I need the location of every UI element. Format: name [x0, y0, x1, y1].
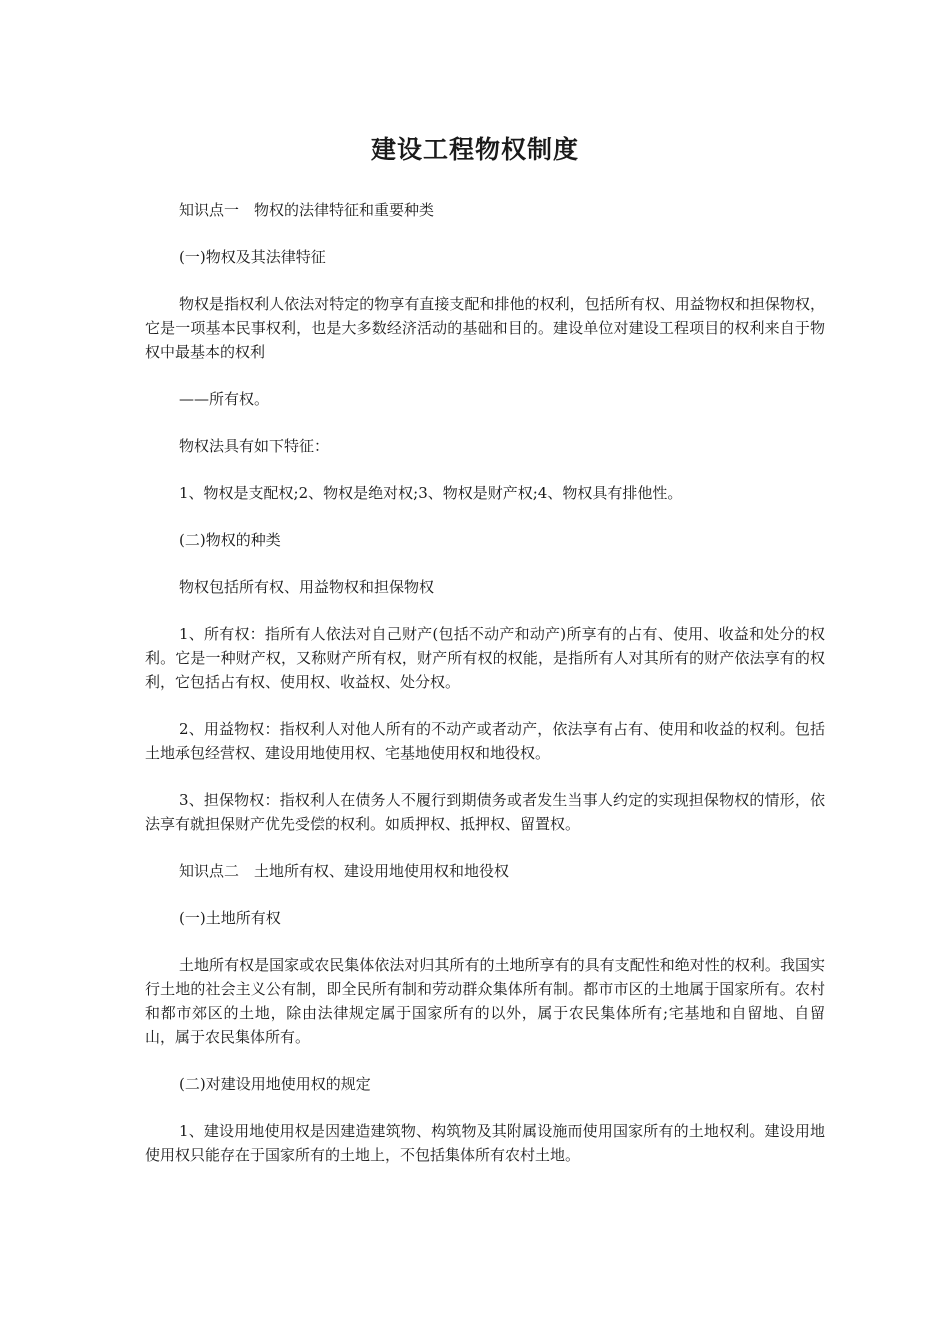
- body-paragraph: 1、所有权：指所有人依法对自己财产(包括不动产和动产)所享有的占有、使用、收益和处分的权利。它是一种财产权，又称财产所有权，财产所有权的权能，是指所有人对其所有的财产依法享有的权利，它包括占有权、使用权、收益权、处分权。: [145, 625, 825, 691]
- body-paragraph: ——所有权。: [179, 390, 270, 408]
- body-paragraph: 物权是指权利人依法对特定的物享有直接支配和排他的权利，包括所有权、用益物权和担保物权，它是一项基本民事权利，也是大多数经济活动的基础和目的。建设单位对建设工程项目的权利来自于物权中最基本的权利: [145, 295, 825, 361]
- body-paragraph: 物权法具有如下特征：: [179, 437, 330, 455]
- document-body: [145, 198, 825, 1190]
- body-paragraph: 1、物权是支配权;2、物权是绝对权;3、物权是财产权;4、物权具有排他性。: [179, 484, 683, 502]
- body-paragraph: 1、建设用地使用权是因建造建筑物、构筑物及其附属设施而使用国家所有的土地权利。建设用地使用权只能存在于国家所有的土地上，不包括集体所有农村土地。: [145, 1122, 825, 1164]
- document-title: 建设工程物权制度: [370, 135, 579, 164]
- body-paragraph: 2、用益物权：指权利人对他人所有的不动产或者动产，依法享有占有、使用和收益的权利。包括土地承包经营权、建设用地使用权、宅基地使用权和地役权。: [145, 720, 825, 762]
- subsection-heading: (一)物权及其法律特征: [179, 248, 326, 266]
- subsection-heading: (二)对建设用地使用权的规定: [179, 1075, 371, 1093]
- body-paragraph: 物权包括所有权、用益物权和担保物权: [179, 578, 435, 596]
- subsection-heading: (一)土地所有权: [179, 909, 281, 927]
- body-paragraph: 3、担保物权：指权利人在债务人不履行到期债务或者发生当事人约定的实现担保物权的情形，依法享有就担保财产优先受偿的权利。如质押权、抵押权、留置权。: [145, 791, 825, 833]
- section-heading-2: 知识点二 土地所有权、建设用地使用权和地役权: [179, 862, 510, 880]
- subsection-heading: (二)物权的种类: [179, 531, 281, 549]
- body-paragraph: 土地所有权是国家或农民集体依法对归其所有的土地所享有的具有支配性和绝对性的权利。我国实行土地的社会主义公有制，即全民所有制和劳动群众集体所有制。都市市区的土地属于国家所有。农村和都市郊区的土地，除由法律规定属于国家所有的以外，属于农民集体所有;宅基地和自留地、自留山，属于农民集体所有。: [145, 956, 825, 1046]
- section-heading-1: 知识点一 物权的法律特征和重要种类: [179, 201, 435, 219]
